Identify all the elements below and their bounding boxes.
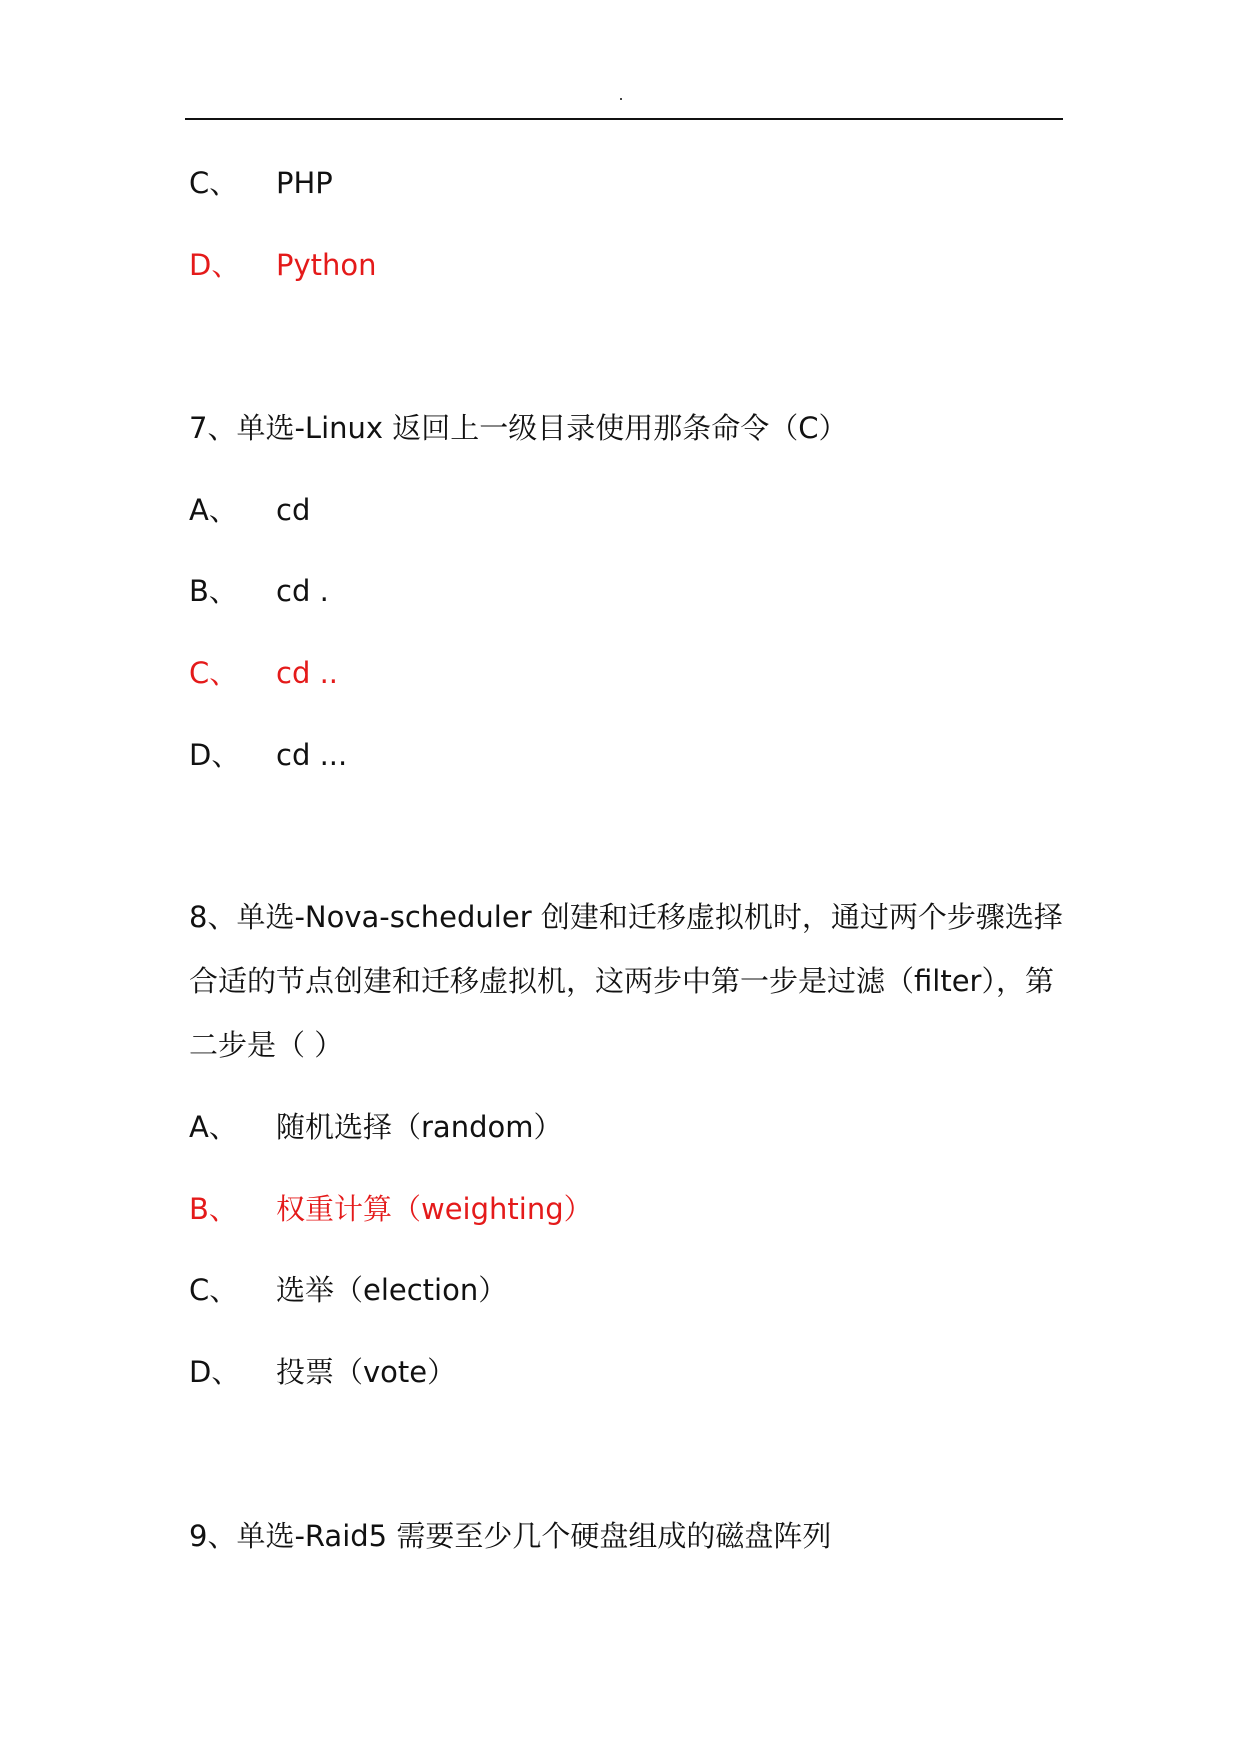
header-rule <box>185 118 1063 120</box>
q8-option-d-text: 投票（vote） <box>276 1355 457 1389</box>
q8-option-c-text: 选举（election） <box>276 1273 508 1307</box>
q7-option-a-letter: A、 <box>189 493 238 527</box>
q8-stem-line-3: 二步是（ ） <box>189 1028 344 1062</box>
q8-option-b-text: 权重计算（weighting） <box>276 1192 593 1226</box>
q8-option-b-letter: B、 <box>189 1192 238 1226</box>
q9-stem: 9、单选-Raid5 需要至少几个硬盘组成的磁盘阵列 <box>189 1519 832 1553</box>
q8-option-a-letter: A、 <box>189 1110 238 1144</box>
q8-stem-line-2: 合适的节点创建和迁移虚拟机，这两步中第一步是过滤（filter），第 <box>189 964 1054 998</box>
q8-stem-line-1: 8、单选-Nova-scheduler 创建和迁移虚拟机时，通过两个步骤选择 <box>189 900 1063 934</box>
q7-stem: 7、单选-Linux 返回上一级目录使用那条命令（C） <box>189 411 848 445</box>
q8-option-c-letter: C、 <box>189 1273 239 1307</box>
q7-option-c-letter: C、 <box>189 656 239 690</box>
q6-option-d-letter: D、 <box>189 248 241 282</box>
q7-option-b-text: cd . <box>276 574 329 608</box>
header-mark <box>620 98 622 100</box>
q7-option-d-text: cd ... <box>276 738 348 772</box>
q7-option-d-letter: D、 <box>189 738 241 772</box>
q6-option-d-text: Python <box>276 248 377 282</box>
q7-option-c-text: cd .. <box>276 656 339 690</box>
q8-option-a-text: 随机选择（random） <box>276 1110 563 1144</box>
q7-option-b-letter: B、 <box>189 574 238 608</box>
q6-option-c-text: PHP <box>276 166 333 200</box>
q8-option-d-letter: D、 <box>189 1355 241 1389</box>
q6-option-c-letter: C、 <box>189 166 239 200</box>
q7-option-a-text: cd <box>276 493 311 527</box>
